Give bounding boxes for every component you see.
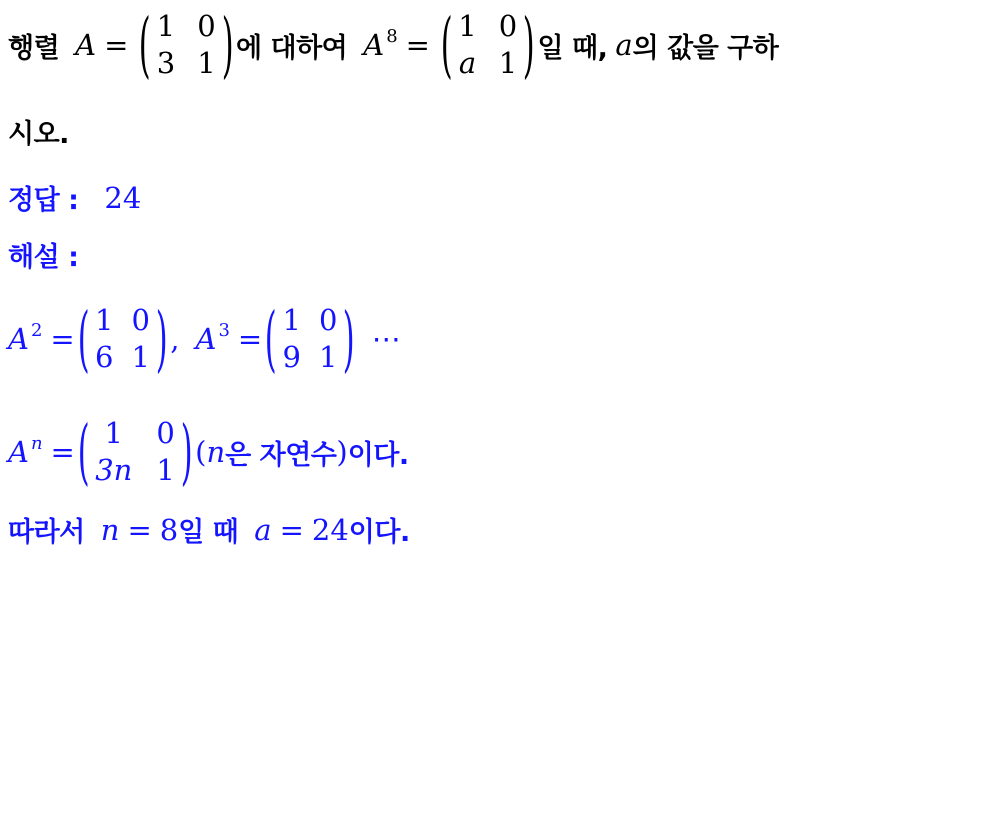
equals-sign: = — [50, 435, 75, 469]
matrix-a-grid — [152, 8, 221, 82]
a-variable: a — [254, 512, 272, 547]
a3-symbol: A — [195, 322, 217, 356]
equals-sign: = — [127, 512, 152, 547]
natural-number-note: 은 자연수 — [225, 439, 337, 471]
matrix-cell: 9 — [282, 340, 301, 374]
problem-tail-text-3: 시오. — [8, 119, 69, 150]
matrix-cell: a — [458, 46, 477, 80]
conclusion-tail: 이다. — [348, 517, 410, 548]
matrix-a8-grid — [453, 8, 522, 82]
matrix-cell: 1 — [458, 9, 477, 43]
matrix-a2-grid — [90, 302, 155, 376]
matrix-cell: 3 — [156, 46, 176, 80]
matrix-an-grid — [90, 415, 180, 489]
solution-work-line-1 — [8, 296, 404, 380]
paren-open: ( — [77, 409, 90, 493]
answer-label: 정답 : — [8, 185, 79, 216]
solution-label-line — [8, 235, 78, 274]
solution-work-line-3 — [8, 510, 410, 549]
n-value: 8 — [159, 512, 179, 547]
solution-work-line-2 — [8, 409, 409, 493]
matrix-cell: 1 — [131, 340, 150, 374]
paren-close: ) — [155, 296, 168, 380]
paren-close: ) — [221, 2, 234, 86]
paren-close-text: ) — [336, 435, 348, 469]
problem-tail-text: 일 때, — [537, 32, 608, 64]
matrix-cell: 1 — [319, 340, 338, 374]
paren-open-text: ( — [195, 435, 207, 469]
matrix-a — [138, 2, 234, 86]
answer-line — [8, 178, 141, 217]
matrix-a-symbol: A — [75, 28, 97, 62]
matrix-cell: 1 — [156, 453, 175, 487]
paren-open: ( — [77, 296, 90, 380]
matrix-a-power-symbol: A — [363, 28, 385, 62]
paren-close: ) — [522, 2, 535, 86]
paren-open: ( — [440, 2, 453, 86]
matrix-a8 — [440, 2, 536, 86]
unknown-variable: a — [615, 28, 633, 62]
a-value: 24 — [311, 512, 349, 547]
paren-close: ) — [180, 409, 193, 493]
equals-sign: = — [237, 322, 263, 356]
matrix-cell: 0 — [156, 416, 175, 450]
matrix-an — [77, 409, 193, 493]
ellipsis: ⋯ — [371, 322, 404, 356]
problem-tail-text-2: 의 값을 구하 — [632, 32, 779, 64]
matrix-cell: 0 — [131, 303, 150, 337]
matrix-a2 — [77, 296, 169, 380]
matrix-a3-grid — [278, 302, 343, 376]
problem-statement-line-2 — [8, 112, 69, 151]
n-variable: n — [100, 512, 120, 547]
matrix-cell: 3n — [95, 453, 133, 487]
paren-open: ( — [264, 296, 277, 380]
paren-open: ( — [139, 2, 152, 86]
an-symbol: A — [8, 435, 29, 469]
matrix-cell: 1 — [156, 9, 176, 43]
equals-sign: = — [405, 28, 430, 62]
matrix-cell: 1 — [197, 46, 216, 80]
matrix-a3 — [264, 296, 356, 380]
line2-tail: 이다. — [347, 439, 409, 471]
matrix-cell: 1 — [282, 303, 301, 337]
equals-sign: = — [279, 512, 304, 547]
a2-exponent: 2 — [30, 319, 43, 341]
matrix-cell: 0 — [319, 303, 338, 337]
equals-sign: = — [50, 322, 75, 356]
conclusion-lead: 따라서 — [8, 517, 85, 548]
conclusion-mid: 일 때 — [178, 517, 239, 548]
paren-close: ) — [343, 296, 356, 380]
comma: , — [170, 322, 180, 356]
problem-lead-label: 행렬 — [8, 32, 60, 64]
an-exponent: n — [30, 432, 43, 454]
problem-statement-line-1 — [8, 2, 779, 86]
matrix-cell: 0 — [498, 9, 518, 43]
matrix-cell: 1 — [104, 416, 123, 450]
a2-symbol: A — [8, 322, 29, 356]
matrix-cell: 6 — [95, 340, 114, 374]
matrix-cell: 0 — [197, 9, 216, 43]
matrix-cell: 1 — [95, 303, 114, 337]
n-variable: n — [206, 435, 226, 469]
a3-exponent: 3 — [218, 319, 230, 341]
problem-mid-text: 에 대하여 — [236, 32, 348, 64]
answer-value: 24 — [104, 180, 142, 215]
equals-sign: = — [104, 28, 129, 62]
matrix-cell: 1 — [498, 46, 518, 80]
solution-label: 해설 : — [8, 242, 79, 273]
matrix-a-power-exponent: 8 — [386, 25, 398, 47]
